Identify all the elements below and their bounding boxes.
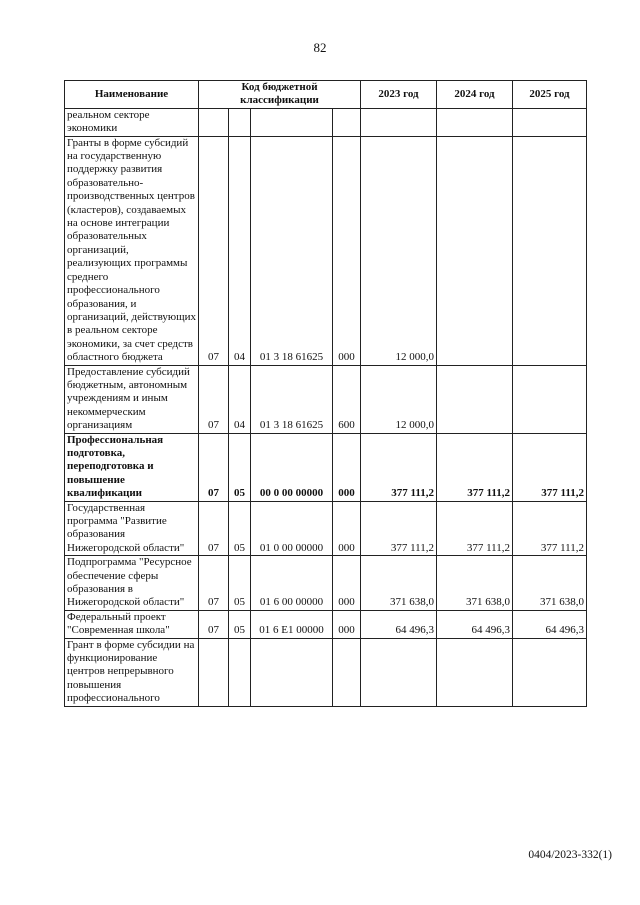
header-code: Код бюджетной классификации — [199, 81, 361, 109]
table-row — [65, 108, 587, 136]
cell-subsection: 04 — [229, 136, 251, 365]
cell-2024: 377 111,2 — [437, 501, 513, 556]
cell-target-article: 01 6 00 00000 — [251, 556, 333, 611]
cell-expense-type: 000 — [333, 433, 361, 501]
cell-expense-type — [333, 638, 361, 706]
header-name: Наименование — [65, 81, 199, 109]
cell-name: Государственная программа "Развитие образования Нижегородской области" — [65, 501, 199, 556]
table-row — [65, 365, 587, 433]
cell-2023 — [361, 108, 437, 136]
cell-2024 — [437, 108, 513, 136]
cell-subsection — [229, 108, 251, 136]
cell-name: Гранты в форме субсидий на государственную поддержку развития образовательно-производственных центров (кластеров), создаваемых на основе интеграции образовательных организаций, реализующих программы среднего профессионального образования, и организаций, действующих в реальном секторе экономики, за счет средств областного бюджета — [65, 136, 199, 365]
cell-section — [199, 638, 229, 706]
table-row — [65, 433, 587, 501]
page-number: 82 — [313, 40, 327, 55]
cell-subsection: 05 — [229, 433, 251, 501]
cell-2024: 64 496,3 — [437, 610, 513, 638]
table-row — [65, 556, 587, 611]
cell-name: реальном секторе экономики — [65, 108, 199, 136]
cell-2023: 12 000,0 — [361, 136, 437, 365]
cell-2025 — [513, 108, 587, 136]
cell-2023: 64 496,3 — [361, 610, 437, 638]
cell-expense-type: 600 — [333, 365, 361, 433]
header-2023: 2023 год — [361, 81, 437, 109]
table-row — [65, 610, 587, 638]
cell-2023: 12 000,0 — [361, 365, 437, 433]
cell-2023: 377 111,2 — [361, 433, 437, 501]
cell-name: Профессиональная подготовка, переподготовка и повышение квалификации — [65, 433, 199, 501]
cell-subsection: 05 — [229, 610, 251, 638]
cell-2024 — [437, 136, 513, 365]
cell-subsection: 05 — [229, 501, 251, 556]
cell-name: Грант в форме субсидии на функционирование центров непрерывного повышения профессионального — [65, 638, 199, 706]
table-header-row — [65, 81, 587, 109]
cell-target-article: 01 3 18 61625 — [251, 136, 333, 365]
cell-name: Федеральный проект "Современная школа" — [65, 610, 199, 638]
cell-target-article — [251, 638, 333, 706]
document-code: 0404/2023-332(1) — [528, 849, 612, 861]
cell-name: Подпрограмма "Ресурсное обеспечение сферы образования в Нижегородской области" — [65, 556, 199, 611]
cell-2023: 371 638,0 — [361, 556, 437, 611]
cell-section: 07 — [199, 136, 229, 365]
cell-expense-type: 000 — [333, 136, 361, 365]
cell-2025 — [513, 136, 587, 365]
cell-2024: 377 111,2 — [437, 433, 513, 501]
cell-section: 07 — [199, 501, 229, 556]
table-row — [65, 501, 587, 556]
budget-table — [64, 80, 587, 707]
cell-2025: 371 638,0 — [513, 556, 587, 611]
table-row — [65, 638, 587, 706]
cell-section: 07 — [199, 556, 229, 611]
cell-section: 07 — [199, 610, 229, 638]
cell-2025: 377 111,2 — [513, 501, 587, 556]
cell-subsection: 04 — [229, 365, 251, 433]
cell-target-article — [251, 108, 333, 136]
cell-expense-type: 000 — [333, 501, 361, 556]
cell-2024: 371 638,0 — [437, 556, 513, 611]
cell-2025 — [513, 365, 587, 433]
cell-2024 — [437, 365, 513, 433]
cell-target-article: 00 0 00 00000 — [251, 433, 333, 501]
cell-2023: 377 111,2 — [361, 501, 437, 556]
cell-section: 07 — [199, 365, 229, 433]
cell-2025: 64 496,3 — [513, 610, 587, 638]
cell-expense-type — [333, 108, 361, 136]
table-row — [65, 136, 587, 365]
cell-expense-type: 000 — [333, 556, 361, 611]
header-2025: 2025 год — [513, 81, 587, 109]
cell-section — [199, 108, 229, 136]
cell-2024 — [437, 638, 513, 706]
cell-name: Предоставление субсидий бюджетным, автономным учреждениям и иным некоммерческим организациям — [65, 365, 199, 433]
cell-2025 — [513, 638, 587, 706]
cell-expense-type: 000 — [333, 610, 361, 638]
cell-section: 07 — [199, 433, 229, 501]
cell-target-article: 01 0 00 00000 — [251, 501, 333, 556]
table-body — [65, 108, 587, 706]
cell-2025: 377 111,2 — [513, 433, 587, 501]
cell-target-article: 01 6 E1 00000 — [251, 610, 333, 638]
cell-2023 — [361, 638, 437, 706]
cell-subsection: 05 — [229, 556, 251, 611]
cell-target-article: 01 3 18 61625 — [251, 365, 333, 433]
header-2024: 2024 год — [437, 81, 513, 109]
cell-subsection — [229, 638, 251, 706]
